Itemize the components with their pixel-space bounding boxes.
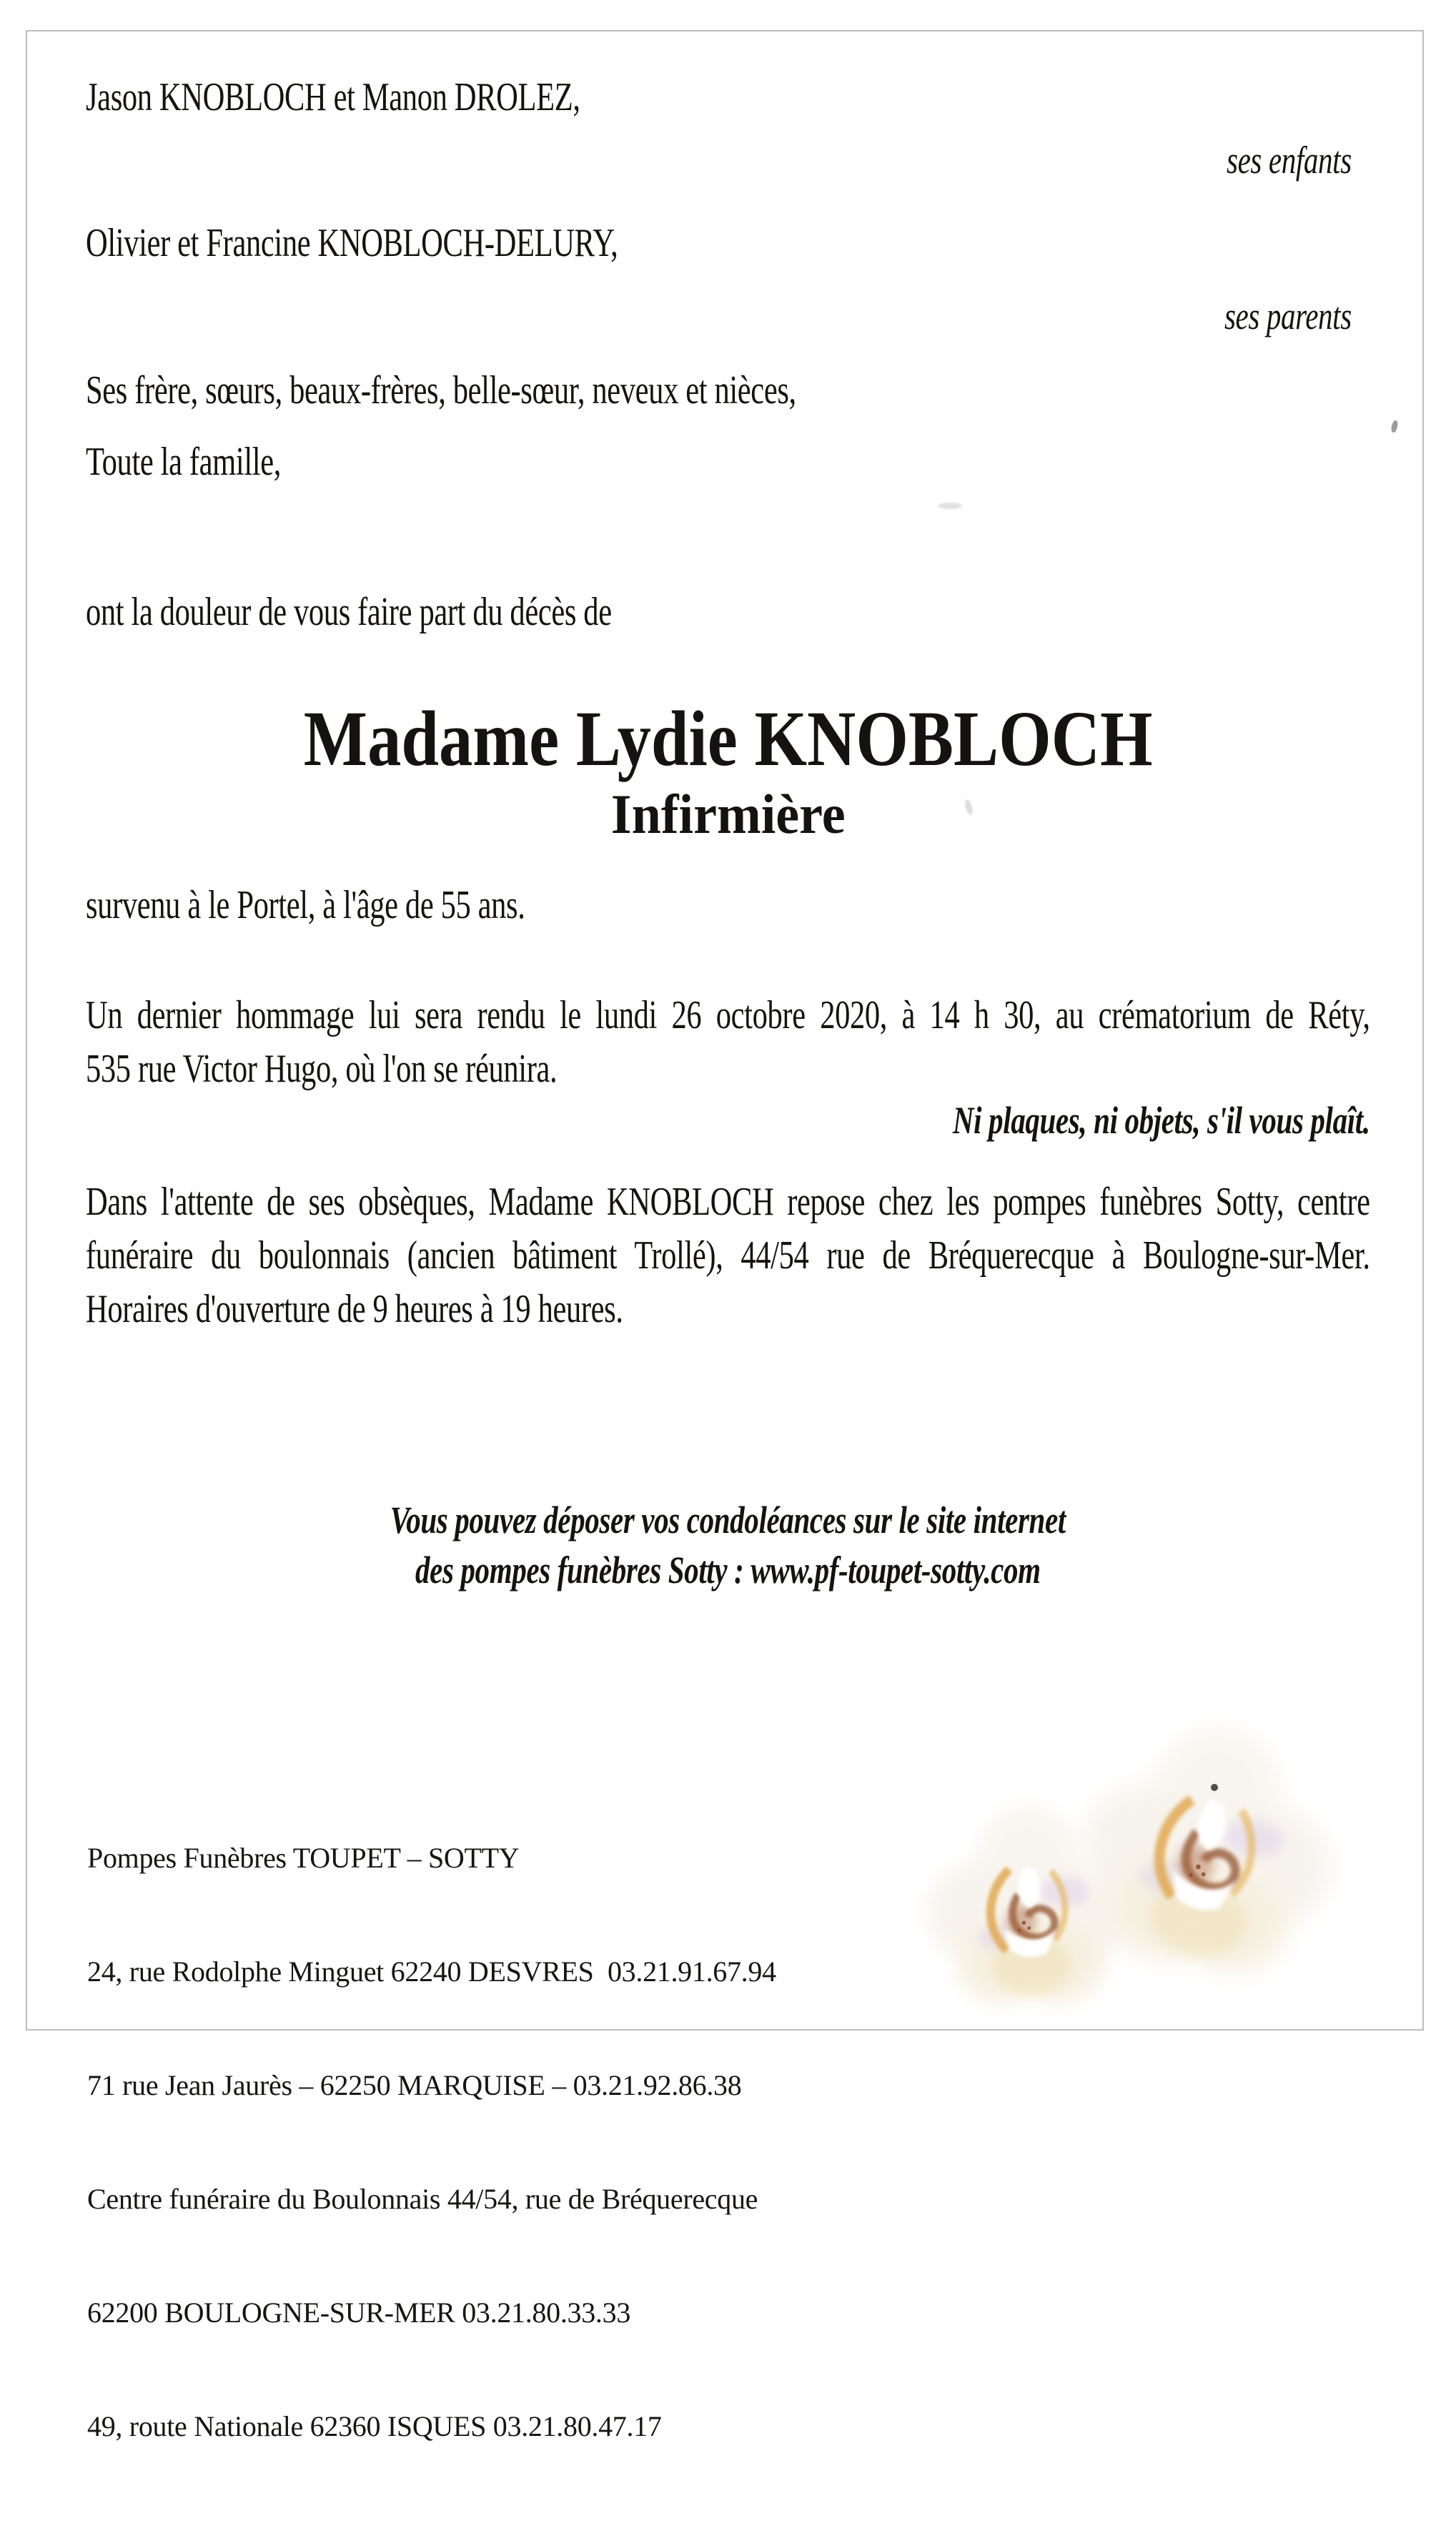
family-line: Toute la famille,	[86, 440, 282, 484]
condolences-line-1: Vous pouvez déposer vos condoléances sur le site internet	[390, 1499, 1066, 1541]
repose-line-2: funéraire du boulonnais (ancien bâtiment Trollé), 44/54 rue de Bréquerecque à Boulogne-sur-Mer.	[86, 1233, 1370, 1278]
funeral-home-address-line: Centre funéraire du Boulonnais 44/54, rue de Bréquerecque	[87, 2183, 758, 2215]
scan-artifact-smudge	[938, 503, 962, 509]
children-relation-label: ses enfants	[1227, 139, 1352, 182]
funeral-home-address-line: 24, rue Rodolphe Minguet 62240 DESVRES 03.21.91.67.94	[87, 1955, 776, 1988]
orchid-flowers-image	[883, 1694, 1355, 2059]
funeral-home-address-line: 71 rue Jean Jaurès – 62250 MARQUISE – 03.21.92.86.38	[87, 2069, 742, 2101]
siblings-line: Ses frère, sœurs, beaux-frères, belle-sœur, neveux et nièces,	[86, 368, 796, 413]
children-names-line: Jason KNOBLOCH et Manon DROLEZ,	[86, 75, 580, 119]
funeral-home-name: Pompes Funèbres TOUPET – SOTTY	[87, 1842, 520, 1874]
intro-line: ont la douleur de vous faire part du décès de	[86, 590, 612, 634]
deceased-profession-subtitle: Infirmière	[610, 783, 846, 845]
condolences-website-line: des pompes funèbres Sotty : www.pf-toupet-sotty.com	[415, 1549, 1041, 1592]
funeral-home-footer	[87, 1763, 776, 2521]
deceased-name-title: Madame Lydie KNOBLOCH	[303, 695, 1153, 782]
funeral-home-address-line: 62200 BOULOGNE-SUR-MER 03.21.80.33.33	[87, 2296, 631, 2329]
death-details-line: survenu à le Portel, à l'âge de 55 ans.	[86, 883, 525, 927]
funeral-home-address-line: 49, route Nationale 62360 ISQUES 03.21.80.47.17	[87, 2410, 662, 2442]
ceremony-line-1: Un dernier hommage lui sera rendu le lundi 26 octobre 2020, à 14 h 30, au crématorium de Réty,	[86, 993, 1370, 1037]
repose-line-1: Dans l'attente de ses obsèques, Madame KNOBLOCH repose chez les pompes funèbres Sotty, centre	[86, 1180, 1370, 1224]
parents-relation-label: ses parents	[1224, 295, 1352, 337]
no-flowers-request-line: Ni plaques, ni objets, s'il vous plaît.	[952, 1099, 1370, 1142]
repose-line-3: Horaires d'ouverture de 9 heures à 19 heures.	[86, 1287, 623, 1331]
parents-names-line: Olivier et Francine KNOBLOCH-DELURY,	[86, 221, 618, 265]
ceremony-line-2: 535 rue Victor Hugo, où l'on se réunira.	[86, 1047, 558, 1091]
